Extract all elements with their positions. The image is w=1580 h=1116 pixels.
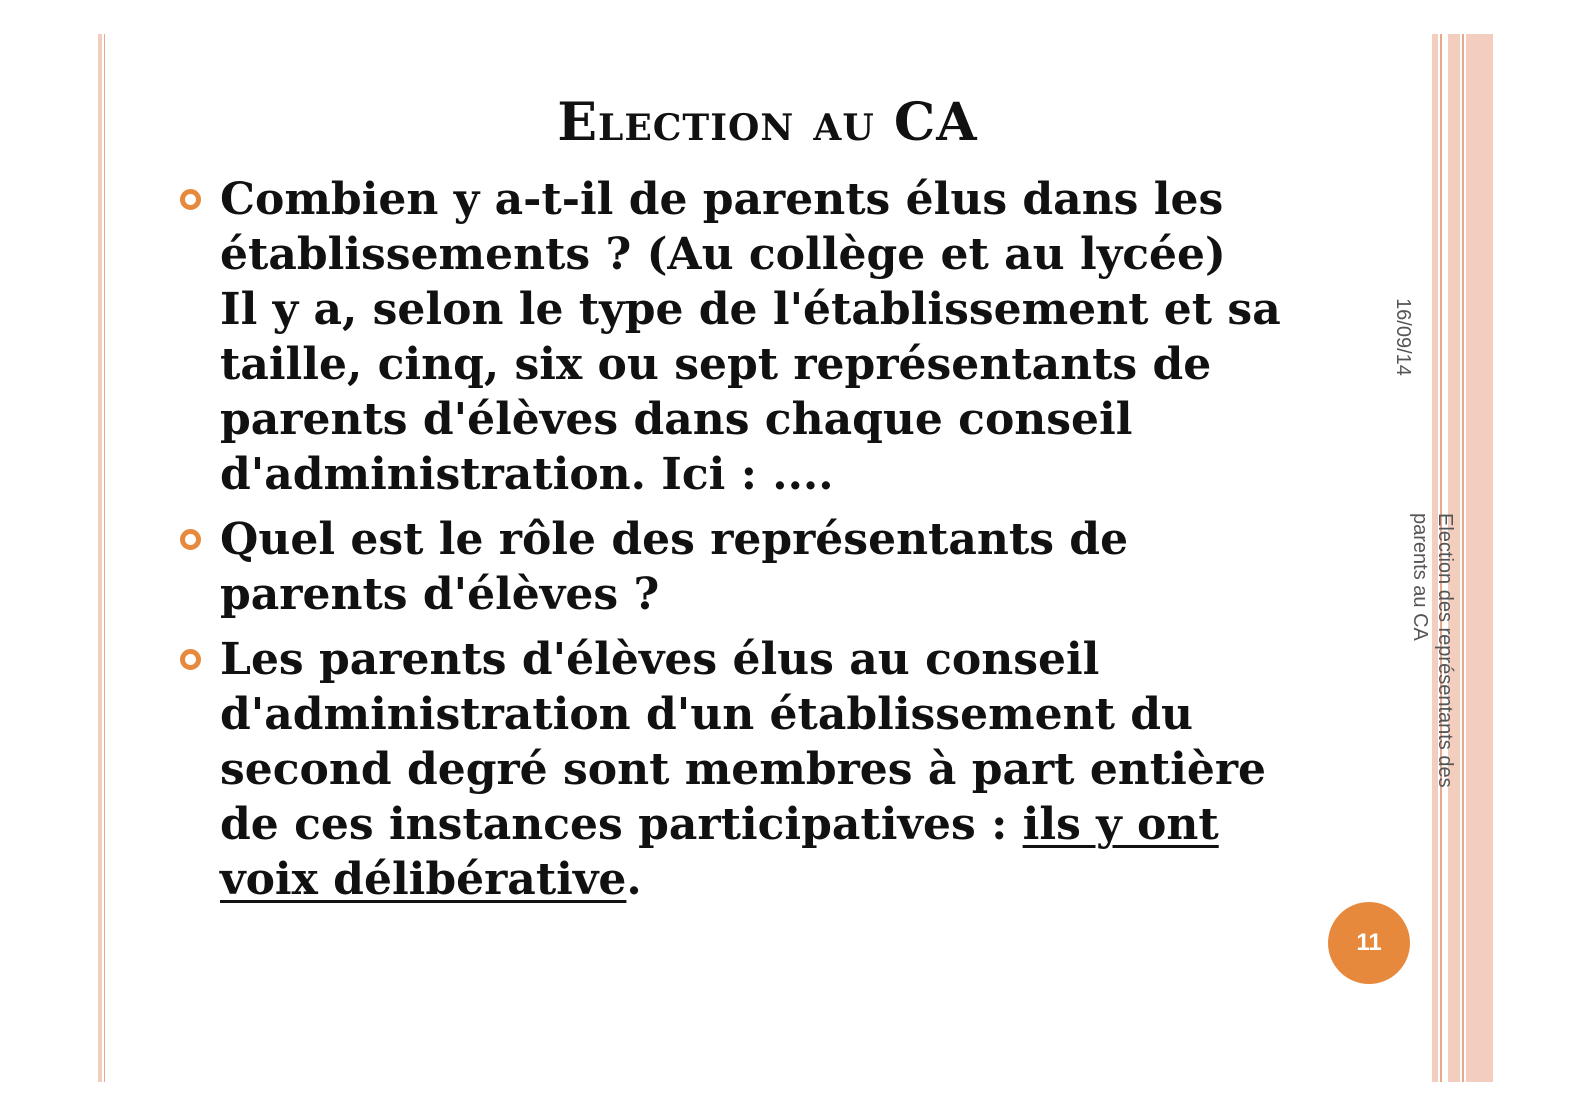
underlined-emphasis: ils y ont [1022, 799, 1219, 850]
page-number-badge: 11 [1328, 902, 1410, 984]
bullet-line: parents d'élèves ? [220, 569, 660, 620]
bullet-text [220, 172, 1360, 502]
circle-bullet-icon [180, 189, 201, 210]
underlined-emphasis: voix délibérative [220, 854, 627, 905]
bullet-item [180, 512, 1360, 622]
right-border-line [1462, 34, 1464, 1082]
footer-date: 16/09/14 [1392, 298, 1414, 376]
bullet-line: second degré sont membres à part entière [220, 744, 1267, 795]
bullet-line: parents d'élèves dans chaque conseil [220, 394, 1133, 445]
circle-bullet-icon [180, 649, 201, 670]
bullet-line: Les parents d'élèves élus au conseil [220, 634, 1100, 685]
bullet-line: Il y a, selon le type de l'établissement et sa [220, 284, 1281, 335]
left-border [98, 34, 102, 1082]
bullet-text [220, 632, 1360, 907]
bullet-line: taille, cinq, six ou sept représentants de [220, 339, 1212, 390]
bullet-item [180, 632, 1360, 907]
left-border-line [104, 34, 105, 1082]
bullet-line: Combien y a-t-il de parents élus dans les [220, 174, 1224, 225]
bullet-line: établissements ? (Au collège et au lycée) [220, 229, 1226, 280]
bullet-list [180, 172, 1360, 917]
bullet-line-suffix: . [626, 854, 642, 905]
right-border-stripe [1466, 34, 1493, 1082]
bullet-line: d'administration d'un établissement du [220, 689, 1194, 740]
bullet-item [180, 172, 1360, 502]
footer-vertical [1387, 449, 1457, 849]
bullet-line-prefix: de ces instances participatives : [220, 799, 1023, 850]
bullet-line: Quel est le rôle des représentants de [220, 514, 1129, 565]
slide-title: Election au CA [557, 92, 978, 153]
footer-text: Election des représentants des parents au CA [1409, 513, 1456, 788]
bullet-text [220, 512, 1360, 622]
circle-bullet-icon [180, 529, 201, 550]
bullet-line: d'administration. Ici : .... [220, 449, 834, 500]
